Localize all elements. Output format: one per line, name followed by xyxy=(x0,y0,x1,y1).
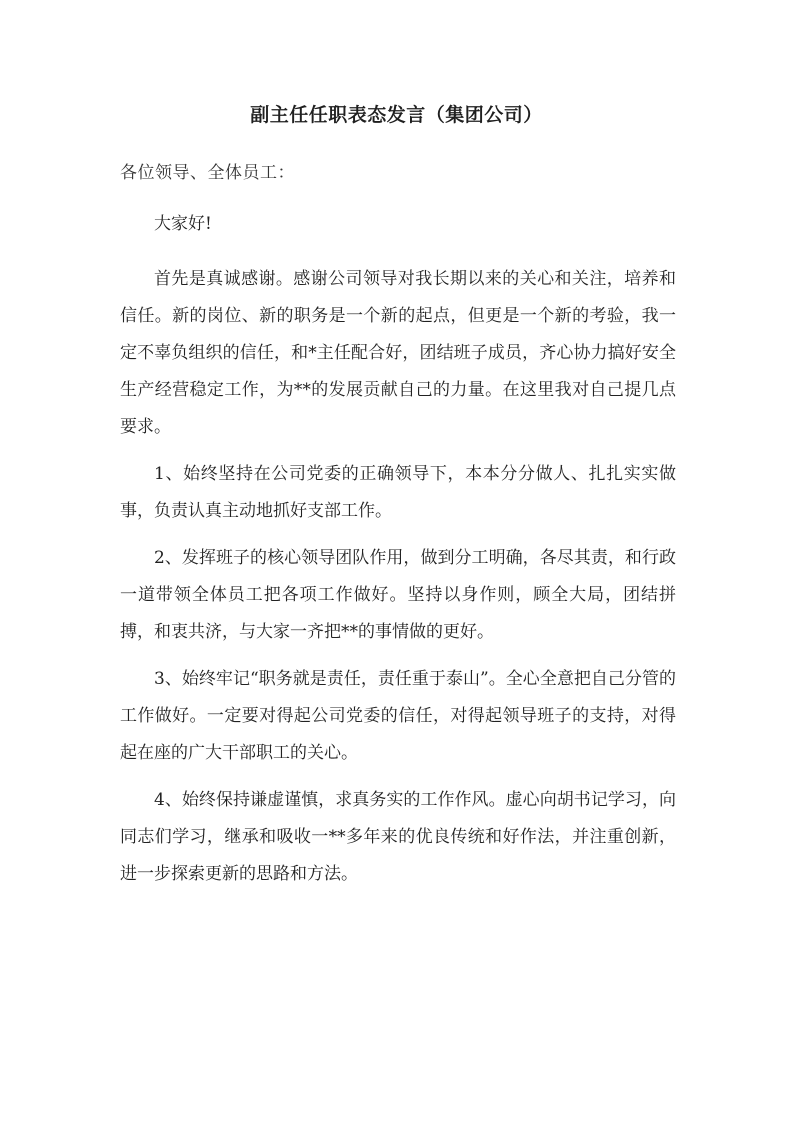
paragraph-point-4: 4、始终保持谦虚谨慎，求真务实的工作作风。虚心向胡书记学习，向同志们学习，继承和吸收一**多年来的优良传统和好作法，并注重创新，进一步探索更新的思路和方法。 xyxy=(120,790,676,884)
document-title: 副主任任职表态发言（集团公司） xyxy=(250,104,543,126)
greeting: 大家好! xyxy=(154,214,212,234)
paragraph-point-2: 2、发挥班子的核心领导团队作用，做到分工明确，各尽其责，和行政一道带领全体员工把各项工作做好。坚持以身作则，顾全大局，团结拼搏，和衷共济，与大家一齐把**的事情做的更好。 xyxy=(120,548,676,642)
paragraph-point-3: 3、始终牢记“职务就是责任，责任重于泰山”。全心全意把自己分管的工作做好。一定要对得起公司党委的信任，对得起领导班子的支持，对得起在座的广大干部职工的关心。 xyxy=(120,669,676,763)
paragraph-thanks: 首先是真诚感谢。感谢公司领导对我长期以来的关心和关注，培养和信任。新的岗位、新的职务是一个新的起点，但更是一个新的考验，我一定不辜负组织的信任，和*主任配合好，团结班子成员，齐心协力搞好安全生产经营稳定工作，为**的发展贡献自己的力量。在这里我对自己提几点要求。 xyxy=(120,269,676,437)
document-body xyxy=(120,206,676,903)
paragraph-point-1: 1、始终坚持在公司党委的正确领导下，本本分分做人、扎扎实实做事，负责认真主动地抓好支部工作。 xyxy=(120,464,676,521)
salutation: 各位领导、全体员工： xyxy=(120,163,295,183)
